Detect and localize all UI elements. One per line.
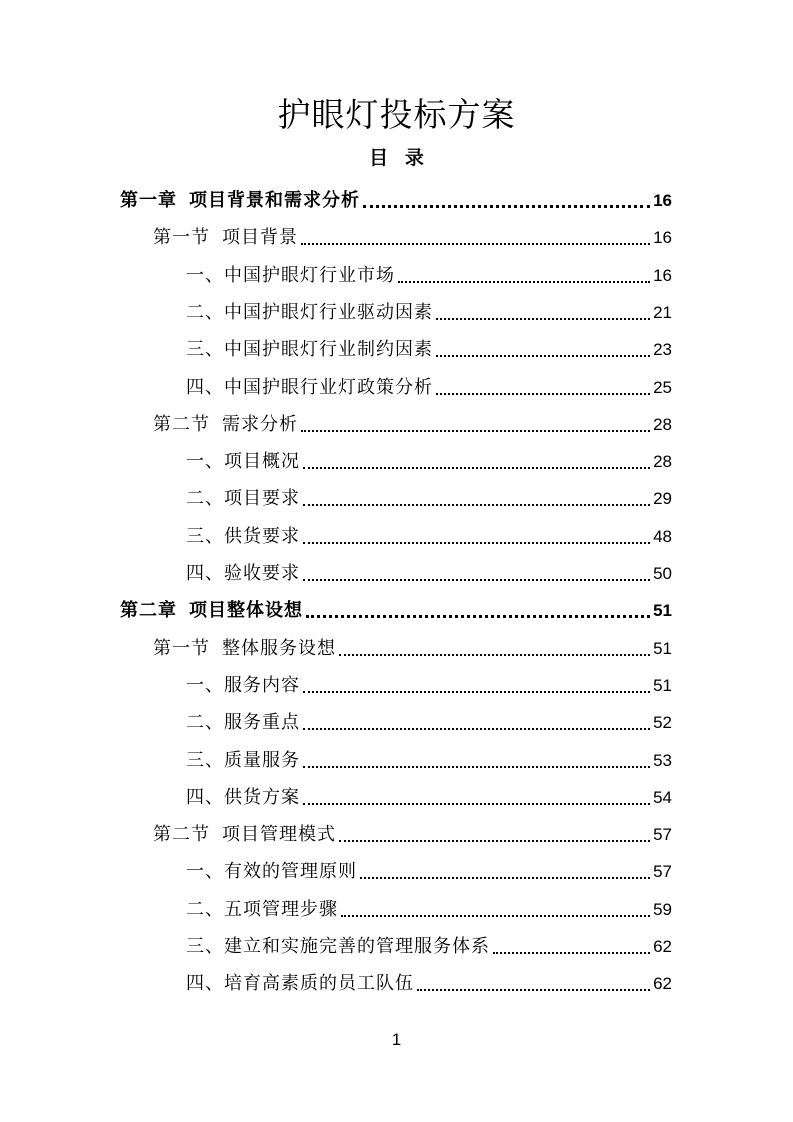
toc-entry-text: 供货方案 [224,786,300,808]
toc-entry-number: 四、 [186,786,224,808]
toc-entry-title [186,339,433,361]
toc-entry-text: 项目管理模式 [222,824,336,846]
toc-entry-text: 项目整体设想 [189,600,303,622]
toc-dot-leader [303,766,650,768]
toc-dot-leader [398,281,650,283]
toc-entry-number: 三、 [186,339,224,361]
toc-entry-page: 51 [653,638,672,658]
toc-entry-text: 建立和实施完善的管理服务体系 [224,936,490,957]
toc-entry[interactable] [120,175,672,212]
toc-entry-page: 52 [653,713,672,733]
toc-entry-page: 57 [653,825,672,845]
toc-entry-number: 三、 [186,936,224,957]
toc-dot-leader [303,542,650,544]
toc-entry-number: 四、 [186,376,224,398]
toc-entry[interactable] [186,735,672,772]
toc-dot-leader [303,467,650,469]
toc-entry-title [120,600,303,622]
toc-entry[interactable] [186,362,672,399]
toc-entry-number: 三、 [186,525,224,547]
toc-dot-leader [303,504,650,506]
toc-entry[interactable] [186,921,672,958]
toc-dot-leader [339,840,650,842]
toc-entry[interactable] [186,473,672,510]
toc-entry-number: 二、 [186,712,224,734]
toc-entry-page: 28 [653,414,672,434]
toc-dot-leader [301,243,650,245]
toc-entry-title [186,973,414,995]
toc-entry[interactable] [186,250,672,287]
toc-entry-text: 培育高素质的员工队伍 [224,973,414,995]
toc-entry-text: 供货要求 [224,525,300,547]
toc-entry[interactable] [186,436,672,473]
toc-dot-leader [339,654,650,656]
toc-dot-leader [303,579,650,581]
toc-entry-page: 51 [653,601,672,621]
toc-entry-text: 需求分析 [222,413,298,435]
toc-entry[interactable] [186,846,672,883]
toc-entry-title [153,227,298,249]
toc-dot-leader [303,803,650,805]
toc-entry-text: 项目背景 [222,227,298,249]
toc-entry-number: 一、 [186,264,224,286]
toc-entry-text: 质量服务 [224,749,300,771]
toc-entry-number: 一、 [186,451,224,473]
toc-entry-number: 二、 [186,898,224,920]
toc-entry-text: 有效的管理原则 [224,861,357,883]
toc-entry-page: 29 [653,489,672,509]
toc-entry-text: 服务内容 [224,674,300,696]
toc-entry-page: 57 [653,862,672,882]
toc-entry-number: 一、 [186,674,224,696]
toc-entry-page: 23 [653,340,672,360]
toc-entry-text: 中国护眼灯行业驱动因素 [224,301,433,323]
toc-entry-text: 中国护眼灯行业市场 [224,264,395,286]
toc-entry-title [186,787,300,809]
toc-entry-page: 59 [653,899,672,919]
toc-entry[interactable] [153,212,672,249]
toc-entry-number: 二、 [186,301,224,323]
toc-dot-leader [493,952,650,954]
toc-entry[interactable] [186,697,672,734]
toc-dot-leader [306,615,650,618]
toc-dot-leader [436,355,650,357]
toc-entry-title [186,377,433,399]
toc-entry-page: 50 [653,564,672,583]
toc-entry-title [186,563,300,585]
toc-heading-left: 目 [369,147,389,169]
toc-entry[interactable] [153,809,672,846]
toc-entry-page: 51 [653,675,672,695]
document-title: 护眼灯投标方案 [277,95,516,134]
page-number: 1 [391,1030,402,1049]
toc-entry-number: 第二节 [153,824,210,846]
toc-entry-page: 62 [653,974,672,994]
toc-dot-leader [363,205,650,208]
toc-dot-leader [417,989,650,991]
toc-entry-page: 16 [653,191,672,210]
toc-entry-title [186,451,300,473]
toc-entry[interactable] [153,623,672,660]
toc-entry[interactable] [186,958,672,995]
toc-entry-page: 28 [653,452,672,472]
toc-entry[interactable] [186,884,672,921]
toc-entry-title [186,302,433,324]
toc-entry-text: 整体服务设想 [222,637,336,659]
toc-entry-page: 53 [653,750,672,770]
toc-entry-number: 第一节 [153,227,210,249]
toc-entry-text: 验收要求 [224,563,300,584]
toc-dot-leader [436,318,650,320]
toc-entry-text: 中国护眼灯行业制约因素 [224,339,433,361]
toc-entry-text: 项目概况 [224,451,300,473]
toc-entry-page: 16 [653,228,672,248]
toc-entry-title [153,824,336,846]
toc-entry[interactable] [120,585,672,622]
toc-dot-leader [436,393,650,395]
toc-entry-title [120,190,360,212]
toc-entry-title [153,638,336,660]
toc-heading [0,145,793,171]
toc-entry[interactable] [153,399,672,436]
toc-entry-number: 一、 [186,861,224,883]
toc-entry-title [186,936,490,958]
toc-entry-number: 四、 [186,563,224,584]
toc-entry-number: 第二节 [153,413,210,435]
toc-entry-title [186,861,357,883]
toc-entry[interactable] [186,772,672,809]
toc-entry[interactable] [186,660,672,697]
toc-entry-number: 第一章 [120,190,177,211]
toc-dot-leader [303,691,650,693]
toc-entry-number: 三、 [186,749,224,771]
toc-entry-number: 二、 [186,488,224,510]
toc-entry[interactable] [186,548,672,585]
toc-entry[interactable] [186,324,672,361]
toc-dot-leader [341,915,650,917]
toc-entry-title [186,526,300,548]
toc-entry-text: 服务重点 [224,712,300,734]
toc-heading-right: 录 [404,147,424,169]
toc-entry-page: 21 [653,302,672,322]
toc-entry-text: 中国护眼行业灯政策分析 [224,376,433,398]
toc-entry-text: 项目背景和需求分析 [189,190,360,211]
toc-entry-title [186,488,300,510]
toc-entry-number: 第一节 [153,637,210,659]
toc-dot-leader [303,728,650,730]
toc-entry-title [186,712,300,734]
toc-dot-leader [360,877,650,879]
toc-entry[interactable] [186,511,672,548]
toc-entry[interactable] [186,287,672,324]
toc-entry-text: 五项管理步骤 [224,898,338,920]
toc-entry-page: 54 [653,787,672,807]
toc-dot-leader [301,430,650,432]
toc-entry-page: 16 [653,265,672,285]
toc-entry-title [186,675,300,697]
toc-entry-page: 48 [653,526,672,546]
toc-entry-number: 四、 [186,973,224,995]
toc-entry-page: 25 [653,377,672,397]
toc-entry-number: 第二章 [120,600,177,622]
toc-entry-title [186,899,338,921]
toc-entry-page: 62 [653,937,672,956]
toc-entry-title [153,414,298,436]
toc-entry-title [186,750,300,772]
toc-entry-text: 项目要求 [224,488,300,510]
toc-entry-title [186,265,395,287]
